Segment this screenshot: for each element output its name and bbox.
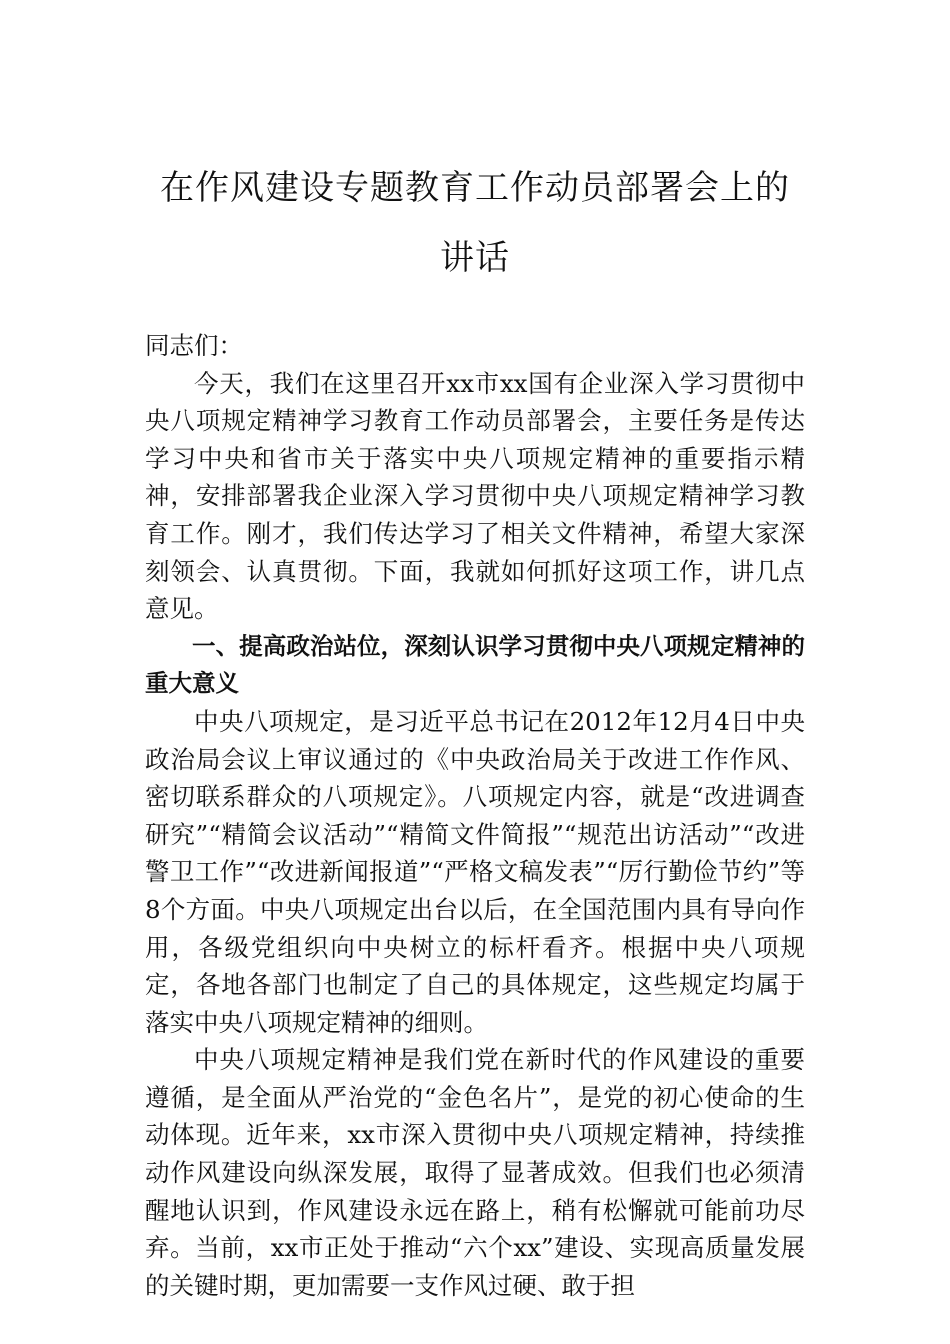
document-title-line-1: 在作风建设专题教育工作动员部署会上的	[160, 168, 790, 208]
salutation: 同志们：	[145, 331, 243, 360]
paragraph-intro: 今天，我们在这里召开xx市xx国有企业深入学习贯彻中央八项规定精神学习教育工作动员部署会，主要任务是传达学习中央和省市关于落实中央八项规定精神的重要指示精神，安排部署我企业深入学习贯彻中央八项规定精神学习教育工作。刚才，我们传达学习了相关文件精神，希望大家深刻领会、认真贯彻。下面，我就如何抓好这项工作，讲几点意见。	[145, 368, 805, 624]
paragraph-eight-rules: 中央八项规定，是习近平总书记在2012年12月4日中央政治局会议上审议通过的《中央政治局关于改进工作作风、密切联系群众的八项规定》。八项规定内容，就是“改进调查研究”“精简会议活动”“精简文件简报”“规范出访活动”“改进警卫工作”“改进新闻报道”“严格文稿发表”“厉行勤俭节约”等8个方面。中央八项规定出台以后，在全国范围内具有导向作用，各级党组织向中央树立的标杆看齐。根据中央八项规定，各地各部门也制定了自己的具体规定，这些规定均属于落实中央八项规定精神的细则。	[145, 706, 805, 1037]
document-title-line-2: 讲话	[440, 238, 510, 278]
section-heading-1: 一、提高政治站位，深刻认识学习贯彻中央八项规定精神的重大意义	[145, 631, 805, 698]
document-body	[145, 327, 805, 1304]
paragraph-significance: 中央八项规定精神是我们党在新时代的作风建设的重要遵循，是全面从严治党的“金色名片”，是党的初心使命的生动体现。近年来，xx市深入贯彻中央八项规定精神，持续推动作风建设向纵深发展，取得了显著成效。但我们也必须清醒地认识到，作风建设永远在路上，稍有松懈就可能前功尽弃。当前，xx市正处于推动“六个xx”建设、实现高质量发展的关键时期，更加需要一支作风过硬、敢于担	[145, 1045, 805, 1300]
